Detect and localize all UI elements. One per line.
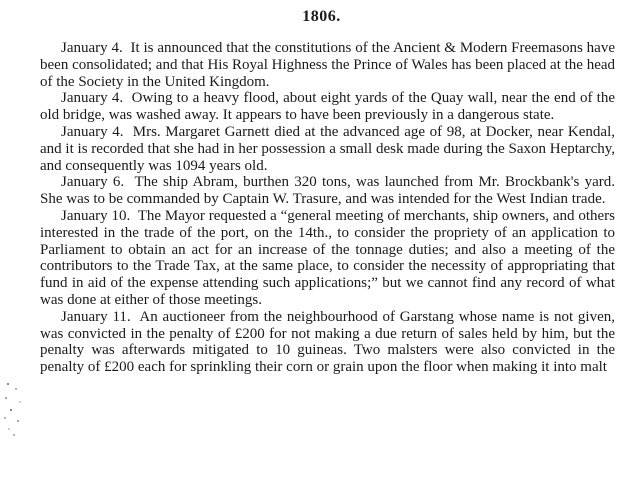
chronicle-entries [40,40,615,376]
entry-date: January 4. [61,90,124,107]
entry-text: Owing to a heavy flood, about eight yards of the Quay wall, near the end of the old bridge, was washed away. It appears to have been previously in a dangerous state. [40,90,616,124]
entry [40,90,615,124]
entry [40,124,615,174]
entry-date: January 4. [61,123,124,140]
entry-text: It is announced that the constitutions of the Ancient & Modern Freemasons have been consolidated; and that His Royal Highness the Prince of Wales has been placed at the head of the Society in the United Kingdom. [40,40,616,90]
entry-text: The ship Abram, burthen 320 tons, was launched from Mr. Brockbank's yard. She was to be commanded by Captain W. Trasure, and was intended for the West Indian trade. [40,174,615,208]
entry-date: January 4. [61,40,123,56]
entry-date: January 10. [61,207,131,224]
margin-ink-specks [2,380,28,440]
entry [40,309,615,376]
entry [40,208,615,309]
entry-date: January 6. [61,174,125,191]
entry-text: The Mayor requested a “general meeting of merchants, ship owners, and others interested in the trade of the port, on the 14th., to consider the propriety of an application to Parliament to obtain an act for an increase of the tonnage duties; and also a meeting of the contributors to the Trade Tax, at the same place, to consider the necessity of appropriating that fund in aid of the expense attending such applications;” but we cannot find any record of what was done at either of those meetings. [40,207,615,308]
entry [40,174,615,208]
entry-date: January 11. [61,308,131,325]
entry [40,40,615,90]
entry-text: Mrs. Margaret Garnett died at the advanced age of 98, at Docker, near Kendal, and it is recorded that she had in her possession a small desk made during the Saxon Heptarchy, and consequently was 1094 years old. [40,123,615,174]
year-heading: 1806. [302,8,341,25]
entry-text: An auctioneer from the neighbourhood of Garstang whose name is not given, was convicted in the penalty of £200 for not making a due return of sales held by him, but the penalty was afterwards mitigated to 10 guineas. Two malsters were also convicted in the penalty of £200 each for sprinkling their corn or grain upon the floor when making it into malt [40,308,615,376]
